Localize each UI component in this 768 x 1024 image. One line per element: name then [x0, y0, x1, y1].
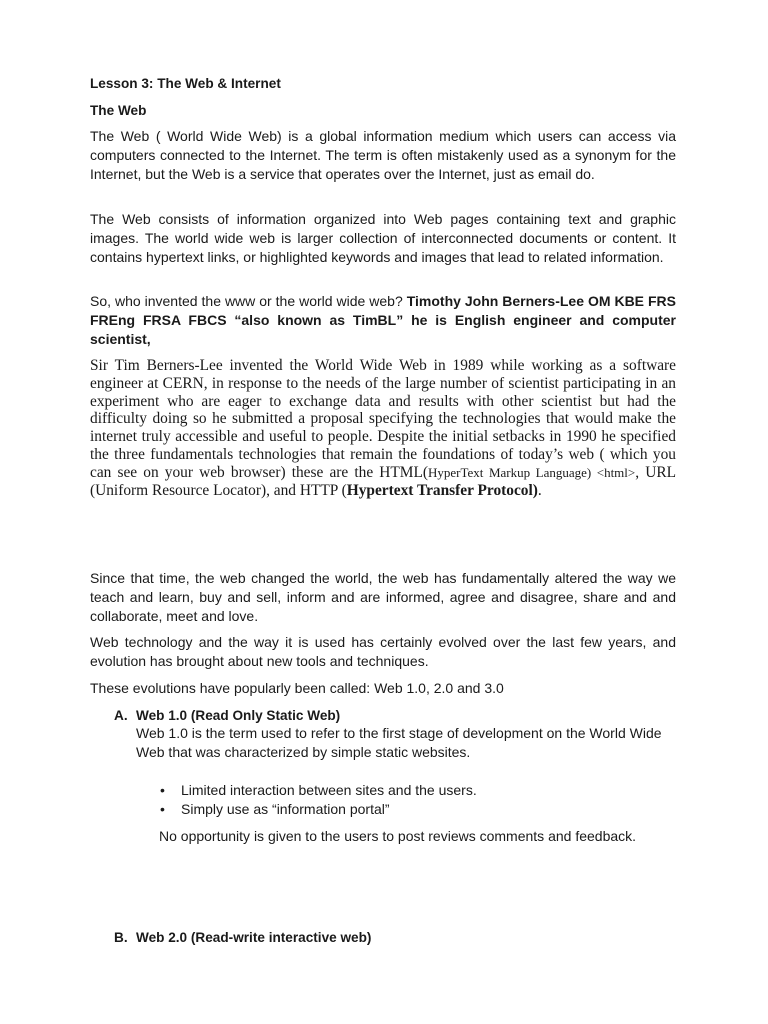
bullet-icon: • [160, 801, 165, 817]
paragraph-web-pages: The Web consists of information organized into Web pages containing text and graphic images. The world wide web is larger collection of interconnected documents or content. It contains hypertext links, or highlighted keywords and images that lead to related information. [90, 211, 676, 265]
list-item-text: Simply use as “information portal” [181, 801, 390, 817]
web-heading: The Web [90, 103, 147, 118]
list-item [160, 781, 477, 800]
history-text-protocols: , URL (Uniform Resource Locator), and HTTP ( [90, 463, 676, 499]
section-a-note: No opportunity is given to the users to post reviews comments and feedback. [159, 828, 637, 844]
inventor-question: So, who invented the www or the world wide web? [90, 293, 407, 309]
paragraph-inventor-question [90, 292, 676, 349]
paragraph-web-versions: These evolutions have popularly been called: Web 1.0, 2.0 and 3.0 [90, 680, 504, 696]
section-a-title: Web 1.0 (Read Only Static Web) [136, 708, 341, 723]
history-text-end: . [537, 481, 542, 499]
history-text: Sir Tim Berners-Lee invented the World Wide Web in 1989 while working as a software engineer at CERN, in response to the needs of the large number of scientist participating in an experiment who are eager to exchange data and results with other scientist but had the difficulty doing so he submitted a proposal specifying the technologies that would make the internet truly accessible and useful to people. Despite the initial setbacks in 1990 he specified the three fundamentals technologies that remain the foundations of today’s web ( which you can see on your web browser) these are the HTML( [90, 357, 676, 481]
inventor-answer: Timothy John Berners-Lee OM KBE FRS FREng FRSA FBCS “also known as TimBL” he is English engineer and computer scientist, [90, 293, 676, 347]
paragraph-web-evolution: Web technology and the way it is used has certainly evolved over the last few years, and evolution has brought about new tools and techniques. [90, 634, 676, 669]
section-b-letter: B. [114, 930, 128, 945]
list-item [160, 800, 477, 819]
lesson-title: Lesson 3: The Web & Internet [90, 76, 281, 91]
section-b-heading [114, 928, 700, 947]
section-a-heading [114, 706, 700, 725]
paragraph-web-impact: Since that time, the web changed the world, the web has fundamentally altered the way we teach and learn, buy and sell, inform and are informed, agree and disagree, share and and collaborate, meet and love. [90, 570, 676, 624]
http-expansion: Hypertext Transfer Protocol) [346, 481, 538, 499]
section-a-letter: A. [114, 708, 128, 723]
html-expansion: HyperText Markup Language) <html> [428, 464, 636, 480]
bullet-icon: • [160, 782, 165, 798]
section-a-bullet-list [160, 781, 477, 819]
section-a-description: Web 1.0 is the term used to refer to the first stage of development on the World Wide Web that was characterized by simple static websites. [136, 725, 662, 760]
section-b-title: Web 2.0 (Read-write interactive web) [136, 930, 372, 945]
paragraph-web-definition: The Web ( World Wide Web) is a global information medium which users can access via computers connected to the Internet. The term is often mistakenly used as a synonym for the Internet, but the Web is a service that operates over the Internet, just as email do. [90, 128, 676, 182]
list-item-text: Limited interaction between sites and the users. [181, 782, 477, 798]
paragraph-berners-lee-history [90, 357, 676, 499]
